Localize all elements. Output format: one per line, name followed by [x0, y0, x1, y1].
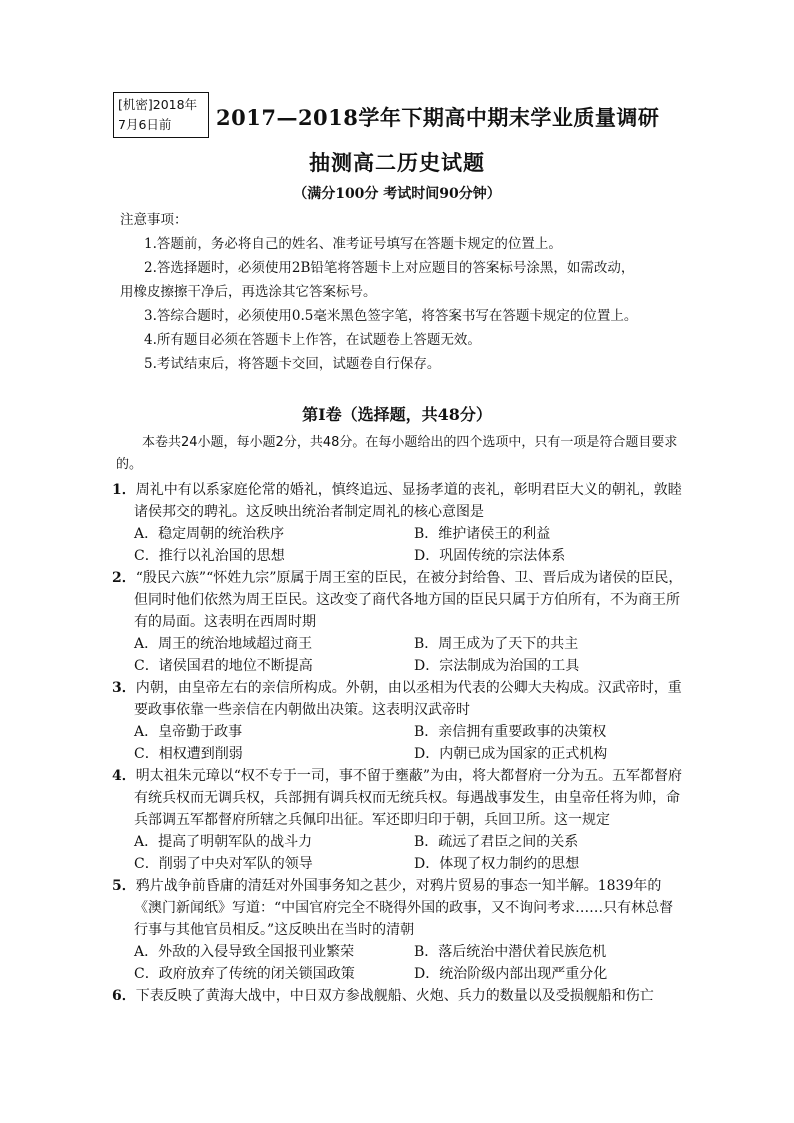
option-b: B．维护诸侯王的利益: [414, 526, 551, 542]
question-6: [112, 985, 684, 1007]
section-intro: 本卷共24小题，每小题2分，共48分。在每小题给出的四个选项中，只有一项是符合题目要求的。: [116, 435, 678, 472]
option-c: C．推行以礼治国的思想: [134, 548, 285, 564]
option-a: A．稳定周朝的统治秩序: [134, 526, 285, 542]
question-stem: 内朝，由皇帝左右的亲信所构成。外朝，由以丞相为代表的公卿大夫构成。汉武帝时，重要政事依靠一些亲信在内朝做出决策。这表明汉武帝时: [134, 680, 682, 718]
option-b: B．亲信拥有重要政事的决策权: [414, 724, 607, 740]
option-c: C．相权遭到削弱: [134, 746, 243, 762]
question-number: 2．: [112, 570, 136, 586]
option-a: A．周王的统治地域超过商王: [134, 636, 313, 652]
option-b: B．疏远了君臣之间的关系: [414, 834, 579, 850]
option-d: D．体现了权力制约的思想: [414, 856, 580, 872]
option-c: C．政府放弃了传统的闭关锁国政策: [134, 966, 355, 982]
question-2: [112, 567, 684, 677]
exam-title-line1: 2017—2018学年下期高中期末学业质量调研: [216, 105, 660, 130]
option-b: B．落后统治中潜伏着民族危机: [414, 944, 607, 960]
notice-item: 1.答题前，务必将自己的姓名、准考证号填写在答题卡规定的位置上。: [144, 236, 562, 252]
option-group: [112, 523, 684, 567]
option-group: [112, 721, 684, 765]
question-3: [112, 677, 684, 765]
question-1: [112, 479, 684, 567]
option-group: [112, 633, 684, 677]
notice-item: 3.答综合题时，必须使用0.5毫米黑色签字笔，将答案书写在答题卡规定的位置上。: [144, 308, 638, 324]
question-stem: 下表反映了黄海大战中，中日双方参战舰船、火炮、兵力的数量以及受损舰船和伤亡: [135, 988, 654, 1004]
option-d: D．宗法制成为治国的工具: [414, 658, 580, 674]
option-group: [112, 941, 684, 985]
option-d: D．巩固传统的宗法体系: [414, 548, 566, 564]
notice-section: [120, 208, 680, 376]
notice-item: 5.考试结束后，将答题卡交回，试题卷自行保存。: [144, 356, 441, 372]
question-stem: 明太祖朱元璋以“权不专于一司，事不留于壅蔽”为由，将大都督府一分为五。五军都督府有统兵权而无调兵权，兵部拥有调兵权而无统兵权。每遇战事发生，由皇帝任将为帅，命兵部调五军都督府所辖之兵佩印出征。军还即归印于朝，兵回卫所。这一规定: [134, 768, 683, 828]
question-number: 5．: [112, 878, 136, 894]
notice-item: 2.答选择题时，必须使用2B铅笔将答题卡上对应题目的答案标号涂黑，如需改动，: [144, 260, 635, 276]
question-list: [112, 479, 684, 1007]
question-number: 6．: [112, 988, 136, 1004]
option-d: D．统治阶级内部出现严重分化: [414, 966, 608, 982]
exam-subtitle: （满分100分 考试时间90分钟）: [293, 186, 501, 202]
notice-heading: 注意事项：: [120, 212, 188, 228]
question-stem: 周礼中有以系家庭伦常的婚礼，慎终追远、显扬孝道的丧礼，彰明君臣大义的朝礼，敦睦诸侯邦交的聘礼。这反映出统治者制定周礼的核心意图是: [134, 482, 682, 520]
confidential-seal: [机密]2018年7月6日前: [113, 92, 209, 138]
option-b: B．周王成为了天下的共主: [414, 636, 579, 652]
question-4: [112, 765, 684, 875]
notice-item: 4.所有题目必须在答题卡上作答，在试题卷上答题无效。: [144, 332, 481, 348]
option-a: A．皇帝勤于政事: [134, 724, 243, 740]
notice-item-continued: 用橡皮擦擦干净后，再选涂其它答案标号。: [120, 284, 377, 300]
option-c: C．诸侯国君的地位不断提高: [134, 658, 313, 674]
question-number: 4．: [112, 768, 136, 784]
question-number: 3．: [112, 680, 136, 696]
exam-title-line2: 抽测高二历史试题: [309, 150, 485, 175]
option-a: A．外敌的入侵导致全国报刊业繁荣: [134, 944, 355, 960]
option-group: [112, 831, 684, 875]
option-c: C．削弱了中央对军队的领导: [134, 856, 313, 872]
option-a: A．提高了明朝军队的战斗力: [134, 834, 313, 850]
question-5: [112, 875, 684, 985]
section-title: 第Ⅰ卷（选择题，共48分）: [302, 405, 492, 424]
option-d: D．内朝已成为国家的正式机构: [414, 746, 608, 762]
question-stem: 鸦片战争前昏庸的清廷对外国事务知之甚少，对鸦片贸易的事态一知半解。1839年的《澳门新闻纸》写道：“中国官府完全不晓得外国的政事，又不询问考求……只有林总督行事与其他官员相反。”这反映出在当时的清朝: [134, 878, 674, 938]
question-stem: “殷民六族”“怀姓九宗”原属于周王室的臣民，在被分封给鲁、卫、晋后成为诸侯的臣民，但同时他们依然为周王臣民。这改变了商代各地方国的臣民只属于方伯所有，不为商王所有的局面。这表明在西周时期: [134, 570, 683, 630]
question-number: 1．: [112, 482, 136, 498]
